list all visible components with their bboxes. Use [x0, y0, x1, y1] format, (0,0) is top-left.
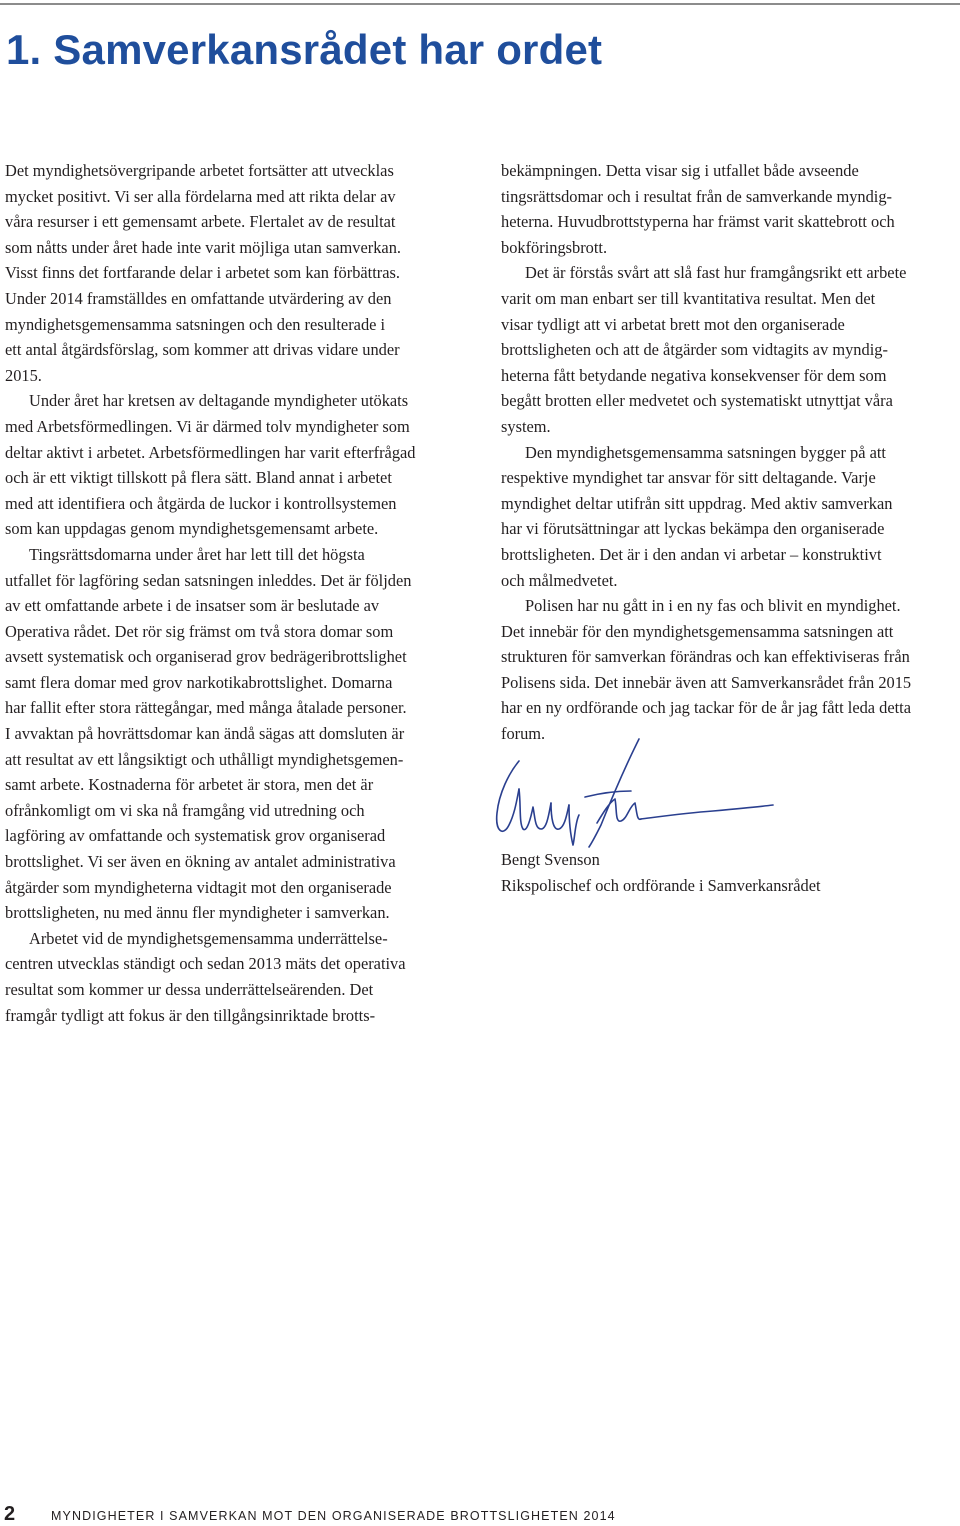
right-column	[501, 158, 959, 747]
handwritten-signature	[489, 733, 779, 851]
signer-title: Rikspolischef och ordförande i Samverkansrådet	[501, 876, 821, 895]
footer-publication-title: MYNDIGHETER I SAMVERKAN MOT DEN ORGANISERADE BROTTSLIGHETEN 2014	[51, 1509, 616, 1523]
paragraph: Det är förstås svårt att slå fast hur framgångsrikt ett arbete varit om man enbart ser till kvantitativa resultat. Men det visar tydligt att vi arbetat brett mot den organiserade brottsligheten och att de åtgärder som vidtagits av myndig- heterna fått betydande negativa konsekvenser för dem som begått brotten eller medvetet och systematiskt utnyttjat våra system.	[501, 263, 907, 436]
page-title: 1. Samverkansrådet har ordet	[6, 26, 603, 73]
paragraph: Tingsrättsdomarna under året har lett till det högsta utfallet för lagföring sedan satsningen inleddes. Det är följden av ett omfattande arbete i de insatser som är beslutade av Operativa rådet. Det rör sig främst om två stora domar som avsett systematisk och organiserad grov bedrägeribrottslighet samt flera domar med grov narkotikabrottslighet. Domarna har fallit efter stora rättegångar, med många åtalade personer. I avvaktan på hovrättsdomar kan ändå sägas att domsluten är att resultat av ett långsiktigt och uthålligt myndighetsgemen- samt arbete. Kostnaderna för arbetet är stora, men det är ofrånkomligt om vi ska nå framgång vid utredning och lagföring av omfattande och systematisk grov organiserad brottslighet. Vi ser även en ökning av antalet administrativa åtgärder som myndigheterna vidtagit mot den organiserade brottsligheten, nu med ännu fler myndigheter i samverkan.	[5, 544, 412, 923]
top-rule	[0, 3, 960, 5]
left-column	[5, 158, 467, 1028]
paragraph: Arbetet vid de myndighetsgemensamma underrättelse- centren utvecklas ständigt och sedan 2013 mäts det operativa resultat som kommer ur dessa underrättelseärenden. Det framgår tydligt att fokus är den tillgångsinriktade brotts-	[5, 928, 406, 1025]
paragraph: bekämpningen. Detta visar sig i utfallet både avseende tingsrättsdomar och i resultat från de samverkande myndig- heterna. Huvudbrottstyperna har främst varit skattebrott och bokföringsbrott.	[501, 161, 895, 257]
paragraph: Under året har kretsen av deltagande myndigheter utökats med Arbetsförmedlingen. Vi är därmed tolv myndigheter som deltar aktivt i arbetet. Arbetsförmedlingen har varit efterfrågad och är ett viktigt tillskott på flera sätt. Bland annat i arbetet med att identifiera och åtgärda de luckor i kontrollsystemen som kan uppdagas genom myndighetsgemensamt arbete.	[5, 391, 416, 539]
paragraph: Det myndighetsövergripande arbetet fortsätter att utvecklas mycket positivt. Vi ser alla fördelarna med att rikta delar av våra resurser i ett gemensamt arbete. Flertalet av de resultat som nåtts under året hade inte varit möjliga utan samverkan. Visst finns det fortfarande delar i arbetet som kan förbättras. Under 2014 framställdes en omfattande utvärdering av den myndighetsgemensamma satsningen och den resulterade i ett antal åtgärdsförslag, som kommer att drivas vidare under 2015.	[5, 161, 401, 385]
page-number: 2	[4, 1503, 16, 1525]
paragraph: Polisen har nu gått in i en ny fas och blivit en myndighet. Det innebär för den myndighetsgemensamma satsningen att strukturen för samverkan förändras och kan effektiviseras från Polisens sida. Det innebär även att Samverkansrådet från 2015 har en ny ordförande och jag tackar för de år jag fått leda detta forum.	[501, 596, 912, 744]
paragraph: Den myndighetsgemensamma satsningen bygger på att respektive myndighet tar ansvar för sitt deltagande. Varje myndighet deltar utifrån sitt uppdrag. Med aktiv samverkan har vi förutsättningar att lyckas bekämpa den organiserade brottsligheten. Det är i den andan vi arbetar – konstruktivt och målmedvetet.	[501, 442, 893, 590]
signer-name: Bengt Svenson	[501, 850, 600, 869]
